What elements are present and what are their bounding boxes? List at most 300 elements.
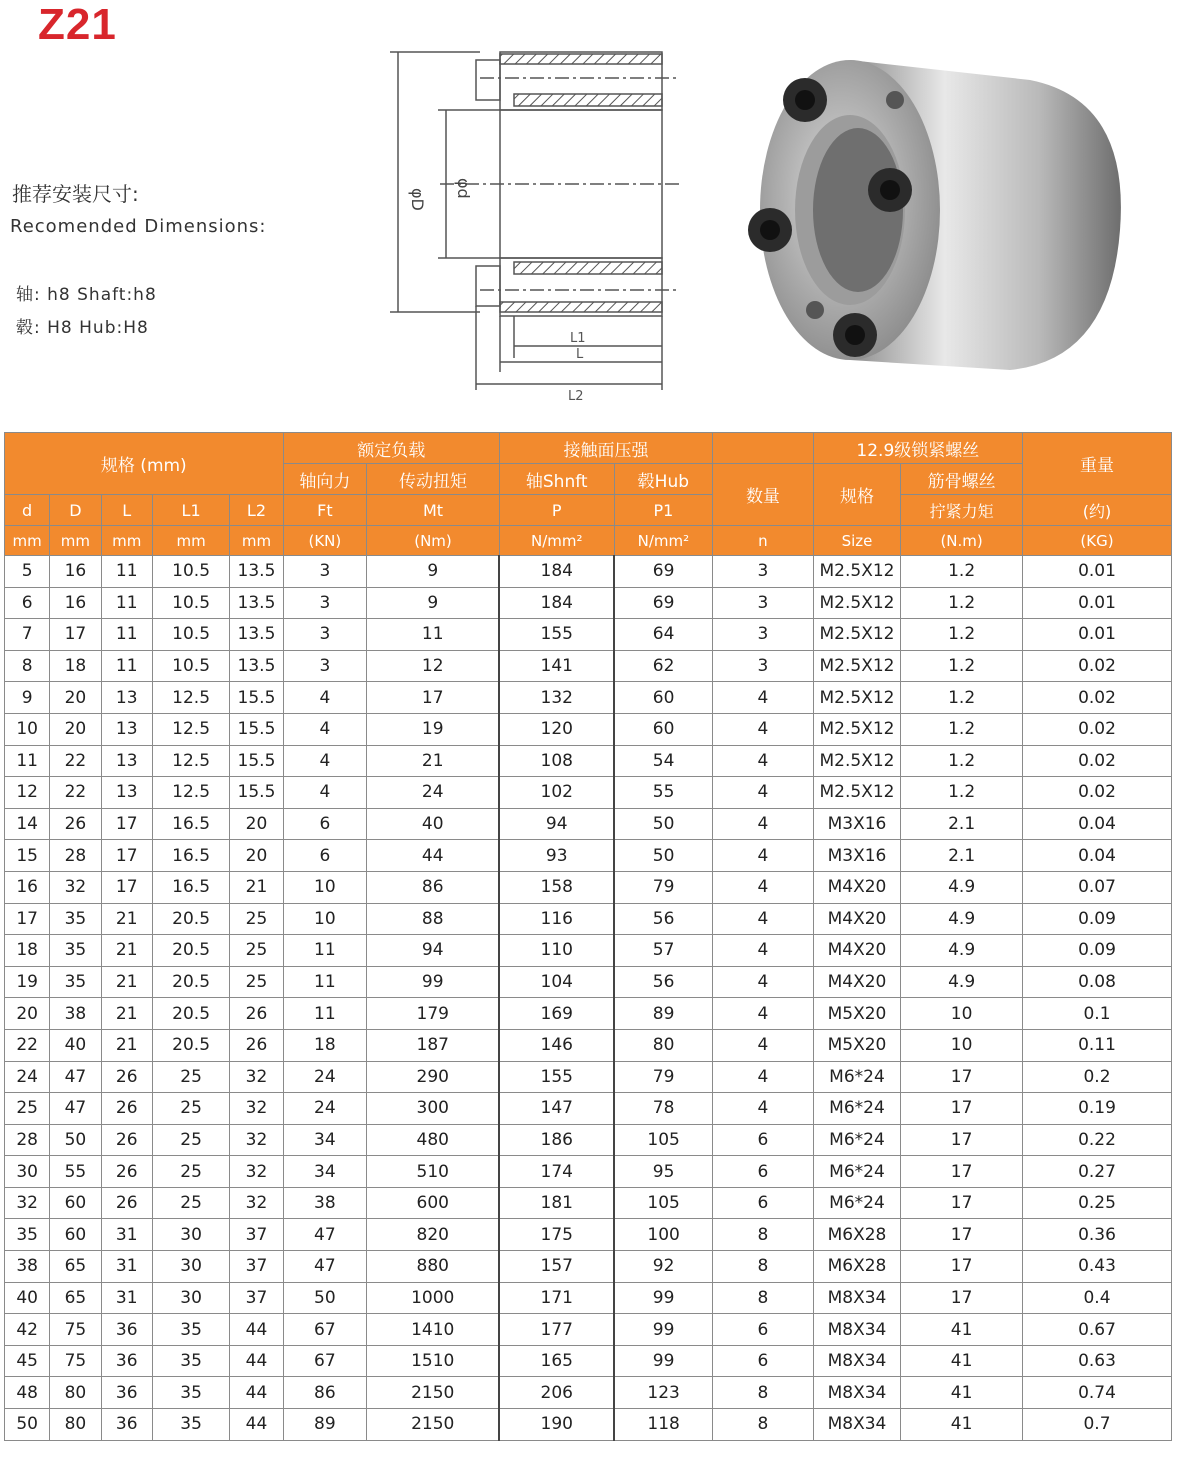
table-cell: 10 [901,998,1023,1030]
table-cell: 1410 [367,1314,500,1346]
table-cell: M2.5X12 [813,619,901,651]
table-cell: 93 [499,840,614,872]
sym-Ft: Ft [283,495,366,526]
table-cell: 89 [614,998,713,1030]
table-cell: 11 [101,619,152,651]
table-row [5,1377,1172,1409]
table-cell: 8 [713,1251,814,1283]
table-cell: 40 [5,1282,50,1314]
table-cell: M8X34 [813,1409,901,1441]
table-cell: 8 [713,1409,814,1441]
table-row [5,1093,1172,1125]
table-cell: 65 [50,1282,101,1314]
table-cell: 69 [614,587,713,619]
table-cell: 44 [230,1314,283,1346]
table-cell: 32 [5,1187,50,1219]
unit-cell: (KG) [1022,526,1171,556]
table-cell: 15.5 [230,745,283,777]
table-cell: 13.5 [230,556,283,588]
table-cell: 0.27 [1022,1156,1171,1188]
table-row [5,903,1172,935]
table-cell: 94 [367,935,500,967]
table-cell: 37 [230,1219,283,1251]
table-cell: 0.07 [1022,871,1171,903]
table-cell: 0.02 [1022,650,1171,682]
table-cell: 25 [152,1187,229,1219]
table-cell: M8X34 [813,1282,901,1314]
table-cell: 2150 [367,1377,500,1409]
table-cell: 13.5 [230,650,283,682]
table-row [5,935,1172,967]
table-cell: 40 [367,808,500,840]
table-row [5,777,1172,809]
table-cell: 19 [5,966,50,998]
table-cell: M2.5X12 [813,682,901,714]
header-pressure-shaft: 轴Shnft [499,464,614,495]
table-cell: 9 [367,556,500,588]
table-cell: 15.5 [230,777,283,809]
table-cell: 8 [713,1219,814,1251]
table-cell: 18 [283,1029,366,1061]
header-weight-approx: (约) [1022,495,1171,526]
table-cell: 20.5 [152,998,229,1030]
table-cell: 24 [283,1061,366,1093]
table-cell: 1.2 [901,745,1023,777]
table-cell: 6 [283,808,366,840]
table-cell: 3 [283,650,366,682]
table-cell: 37 [230,1282,283,1314]
label-phi-d: φd [454,178,473,199]
table-cell: 11 [101,587,152,619]
table-cell: 17 [901,1093,1023,1125]
table-cell: 146 [499,1029,614,1061]
table-cell: 4 [713,682,814,714]
table-cell: 79 [614,871,713,903]
table-cell: 50 [614,840,713,872]
table-cell: 36 [101,1377,152,1409]
table-cell: 300 [367,1093,500,1125]
table-cell: M2.5X12 [813,745,901,777]
table-cell: 4.9 [901,966,1023,998]
table-cell: 16.5 [152,808,229,840]
table-cell: 38 [5,1251,50,1283]
table-cell: 177 [499,1314,614,1346]
table-row [5,998,1172,1030]
table-cell: 50 [5,1409,50,1441]
table-cell: 17 [101,808,152,840]
table-cell: 94 [499,808,614,840]
table-row [5,587,1172,619]
table-cell: 510 [367,1156,500,1188]
table-cell: 30 [152,1282,229,1314]
table-cell: 4 [713,840,814,872]
table-cell: 17 [901,1282,1023,1314]
table-cell: 30 [152,1219,229,1251]
table-cell: 4 [713,777,814,809]
unit-cell: n [713,526,814,556]
table-cell: 0.25 [1022,1187,1171,1219]
table-cell: 26 [101,1093,152,1125]
unit-cell: (Nm) [367,526,500,556]
table-cell: 47 [283,1251,366,1283]
table-cell: 12.5 [152,745,229,777]
table-cell: 11 [283,998,366,1030]
table-cell: 480 [367,1124,500,1156]
table-cell: M6*24 [813,1156,901,1188]
table-cell: 116 [499,903,614,935]
table-cell: 60 [614,682,713,714]
table-cell: 17 [367,682,500,714]
table-cell: 169 [499,998,614,1030]
table-cell: 4 [283,777,366,809]
table-cell: M2.5X12 [813,713,901,745]
header-weight: 重量 [1022,433,1171,495]
table-cell: 34 [283,1156,366,1188]
table-cell: 0.01 [1022,556,1171,588]
table-cell: 3 [713,556,814,588]
table-cell: 10.5 [152,556,229,588]
table-cell: 69 [614,556,713,588]
table-cell: 16 [50,587,101,619]
table-cell: 55 [50,1156,101,1188]
table-cell: 57 [614,935,713,967]
table-cell: 4 [713,1029,814,1061]
table-cell: M8X34 [813,1377,901,1409]
table-cell: 36 [101,1345,152,1377]
sym-d: d [5,495,50,526]
header-screw-qty: 数量 [713,464,814,526]
table-cell: 26 [230,1029,283,1061]
table-cell: 0.67 [1022,1314,1171,1346]
table-cell: 2.1 [901,808,1023,840]
table-cell: 4 [713,903,814,935]
table-cell: 10 [283,871,366,903]
recommended-dimensions-cn: 推荐安装尺寸: [12,182,139,206]
table-cell: 9 [367,587,500,619]
table-cell: 44 [230,1409,283,1441]
table-cell: 21 [230,871,283,903]
hub-tolerance: 毂: H8 Hub:H8 [16,318,149,338]
table-cell: M4X20 [813,871,901,903]
table-cell: 0.01 [1022,619,1171,651]
table-cell: 179 [367,998,500,1030]
shaft-tolerance: 轴: h8 Shaft:h8 [16,285,157,305]
table-cell: 86 [367,871,500,903]
table-cell: 50 [614,808,713,840]
table-cell: 11 [101,650,152,682]
table-row [5,713,1172,745]
table-cell: 290 [367,1061,500,1093]
table-cell: 0.08 [1022,966,1171,998]
table-cell: 4 [283,713,366,745]
recommended-dimensions-en: Recomended Dimensions: [10,216,267,237]
table-cell: M2.5X12 [813,587,901,619]
table-cell: 35 [5,1219,50,1251]
table-cell: 600 [367,1187,500,1219]
table-cell: 16.5 [152,871,229,903]
table-cell: 13 [101,745,152,777]
table-cell: 4 [713,998,814,1030]
sym-Mt: Mt [367,495,500,526]
table-cell: M6*24 [813,1061,901,1093]
table-cell: M2.5X12 [813,777,901,809]
table-row [5,1156,1172,1188]
header-locking-screw: 12.9级锁紧螺丝 [813,433,1022,464]
table-cell: 44 [367,840,500,872]
table-cell: 67 [283,1345,366,1377]
table-cell: 26 [50,808,101,840]
table-row [5,650,1172,682]
table-cell: 78 [614,1093,713,1125]
table-cell: 32 [230,1093,283,1125]
unit-cell: N/mm² [614,526,713,556]
table-cell: 56 [614,903,713,935]
table-cell: 65 [50,1251,101,1283]
table-body [5,556,1172,1441]
table-cell: 37 [230,1251,283,1283]
header-spec: 规格 (mm) [5,433,284,495]
unit-cell: (N.m) [901,526,1023,556]
table-cell: 95 [614,1156,713,1188]
table-cell: 86 [283,1377,366,1409]
table-cell: 35 [152,1345,229,1377]
table-cell: 11 [367,619,500,651]
table-cell: 47 [283,1219,366,1251]
table-cell: 8 [5,650,50,682]
table-cell: 13 [101,682,152,714]
table-cell: 10.5 [152,587,229,619]
table-cell: M6X28 [813,1251,901,1283]
table-cell: 6 [713,1187,814,1219]
table-cell: 24 [367,777,500,809]
unit-cell: mm [50,526,101,556]
table-row [5,1124,1172,1156]
table-cell: 41 [901,1314,1023,1346]
table-cell: 123 [614,1377,713,1409]
table-cell: 1510 [367,1345,500,1377]
table-cell: 31 [101,1251,152,1283]
table-cell: 40 [50,1029,101,1061]
table-cell: 24 [5,1061,50,1093]
table-cell: 880 [367,1251,500,1283]
table-cell: 17 [101,840,152,872]
table-cell: 0.22 [1022,1124,1171,1156]
table-row [5,966,1172,998]
table-cell: 118 [614,1409,713,1441]
table-cell: 25 [152,1156,229,1188]
table-cell: 17 [5,903,50,935]
table-cell: 3 [713,619,814,651]
table-cell: 4 [713,966,814,998]
table-cell: 32 [50,871,101,903]
table-row [5,1251,1172,1283]
table-cell: 62 [614,650,713,682]
table-cell: 4 [713,871,814,903]
header-screw-size: 规格 [813,464,901,526]
table-cell: 7 [5,619,50,651]
table-cell: 20 [50,682,101,714]
table-cell: 0.7 [1022,1409,1171,1441]
table-cell: 10.5 [152,619,229,651]
table-cell: 12.5 [152,713,229,745]
table-cell: M6X28 [813,1219,901,1251]
table-cell: 0.01 [1022,587,1171,619]
table-row [5,1345,1172,1377]
table-cell: 0.36 [1022,1219,1171,1251]
table-cell: 141 [499,650,614,682]
table-cell: 42 [5,1314,50,1346]
table-cell: M2.5X12 [813,650,901,682]
table-cell: 5 [5,556,50,588]
table-cell: 1.2 [901,619,1023,651]
table-cell: 155 [499,619,614,651]
table-cell: 16 [5,871,50,903]
sym-L: L [101,495,152,526]
table-cell: 108 [499,745,614,777]
table-cell: 4 [713,1061,814,1093]
table-cell: 25 [5,1093,50,1125]
table-cell: M2.5X12 [813,556,901,588]
table-cell: 41 [901,1377,1023,1409]
table-cell: 4 [713,713,814,745]
table-row [5,871,1172,903]
table-cell: 175 [499,1219,614,1251]
table-row [5,1029,1172,1061]
table-cell: 171 [499,1282,614,1314]
table-cell: 0.1 [1022,998,1171,1030]
table-cell: 45 [5,1345,50,1377]
table-cell: 4 [713,808,814,840]
table-cell: 22 [50,777,101,809]
sym-P1: P1 [614,495,713,526]
table-cell: 47 [50,1061,101,1093]
table-cell: 157 [499,1251,614,1283]
table-cell: 32 [230,1124,283,1156]
table-cell: 4.9 [901,935,1023,967]
table-cell: 102 [499,777,614,809]
table-cell: 20 [5,998,50,1030]
table-cell: 11 [283,966,366,998]
table-cell: 3 [283,619,366,651]
table-cell: 186 [499,1124,614,1156]
table-cell: 17 [901,1124,1023,1156]
table-cell: 17 [101,871,152,903]
table-cell: 28 [50,840,101,872]
table-cell: 0.02 [1022,713,1171,745]
table-cell: 0.09 [1022,903,1171,935]
table-cell: M3X16 [813,808,901,840]
sym-L1: L1 [152,495,229,526]
table-cell: 17 [901,1187,1023,1219]
table-cell: 54 [614,745,713,777]
table-cell: M6*24 [813,1187,901,1219]
table-cell: 105 [614,1124,713,1156]
specification-table [4,432,1172,1441]
table-cell: 1.2 [901,556,1023,588]
table-cell: M3X16 [813,840,901,872]
table-cell: 18 [50,650,101,682]
table-cell: 110 [499,935,614,967]
table-cell: 1.2 [901,713,1023,745]
table-cell: M5X20 [813,1029,901,1061]
table-cell: 187 [367,1029,500,1061]
table-cell: 48 [5,1377,50,1409]
table-cell: 3 [283,587,366,619]
table-cell: 13.5 [230,619,283,651]
table-cell: 17 [901,1251,1023,1283]
header-contact-pressure: 接触面压强 [499,433,712,464]
table-cell: 181 [499,1187,614,1219]
table-cell: 0.02 [1022,745,1171,777]
table-cell: 0.43 [1022,1251,1171,1283]
table-cell: 0.04 [1022,808,1171,840]
table-cell: 4 [283,745,366,777]
table-cell: 0.09 [1022,935,1171,967]
table-cell: 4 [713,935,814,967]
table-row [5,619,1172,651]
table-cell: 2150 [367,1409,500,1441]
table-cell: 25 [152,1061,229,1093]
table-cell: 35 [152,1377,229,1409]
table-row [5,1061,1172,1093]
header-rated-load: 额定负载 [283,433,499,464]
table-cell: 132 [499,682,614,714]
table-cell: 184 [499,556,614,588]
table-row [5,682,1172,714]
table-cell: 4.9 [901,871,1023,903]
table-cell: 21 [101,1029,152,1061]
table-cell: 26 [230,998,283,1030]
unit-cell: mm [152,526,229,556]
table-cell: 89 [283,1409,366,1441]
table-cell: 26 [101,1124,152,1156]
table-cell: 99 [614,1345,713,1377]
table-cell: 1.2 [901,650,1023,682]
table-cell: 206 [499,1377,614,1409]
table-row [5,1282,1172,1314]
table-cell: 104 [499,966,614,998]
table-cell: 158 [499,871,614,903]
table-row [5,1219,1172,1251]
table-cell: 28 [5,1124,50,1156]
table-cell: 21 [101,935,152,967]
table-cell: 1000 [367,1282,500,1314]
table-cell: 14 [5,808,50,840]
table-cell: 35 [152,1409,229,1441]
table-cell: M8X34 [813,1314,901,1346]
table-cell: 32 [230,1061,283,1093]
table-row [5,808,1172,840]
table-cell: 10.5 [152,650,229,682]
table-cell: 67 [283,1314,366,1346]
unit-cell: (KN) [283,526,366,556]
label-L1: L1 [570,331,586,346]
table-cell: 21 [101,903,152,935]
table-row [5,1187,1172,1219]
table-cell: 88 [367,903,500,935]
table-cell: 10 [5,713,50,745]
table-cell: 0.04 [1022,840,1171,872]
table-cell: M4X20 [813,935,901,967]
table-cell: 20 [50,713,101,745]
table-cell: 30 [152,1251,229,1283]
header-screw-torque-2: 拧紧力矩 [901,495,1023,526]
table-cell: M4X20 [813,966,901,998]
table-cell: 1.2 [901,777,1023,809]
table-cell: 15.5 [230,713,283,745]
table-cell: 12.5 [152,682,229,714]
table-cell: 22 [5,1029,50,1061]
